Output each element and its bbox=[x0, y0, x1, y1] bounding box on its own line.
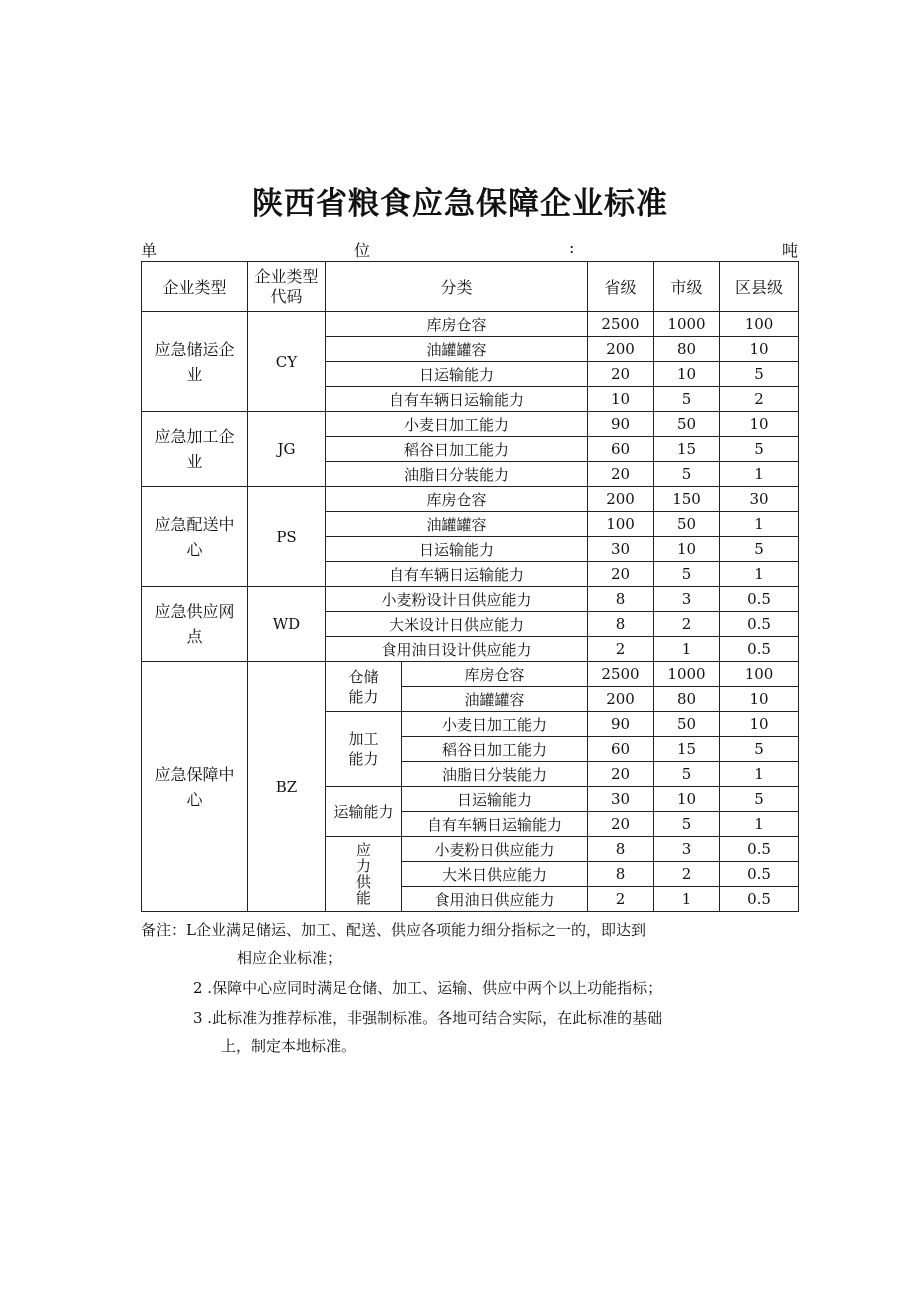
province-value: 20 bbox=[588, 362, 654, 387]
province-value: 90 bbox=[588, 712, 654, 737]
province-value: 10 bbox=[588, 387, 654, 412]
enterprise-type: 应急保障中心 bbox=[142, 662, 248, 912]
county-value: 5 bbox=[720, 787, 799, 812]
city-value: 1000 bbox=[654, 662, 720, 687]
category-item: 油罐罐容 bbox=[326, 337, 588, 362]
header-county: 区县级 bbox=[720, 262, 799, 312]
header-row bbox=[142, 262, 799, 312]
city-value: 15 bbox=[654, 737, 720, 762]
category-item: 库房仓容 bbox=[326, 487, 588, 512]
page-title: 陕西省粮食应急保障企业标准 bbox=[252, 186, 668, 222]
category-item: 日运输能力 bbox=[326, 537, 588, 562]
province-value: 20 bbox=[588, 762, 654, 787]
table-body bbox=[142, 312, 799, 912]
city-value: 80 bbox=[654, 337, 720, 362]
county-value: 1 bbox=[720, 812, 799, 837]
county-value: 30 bbox=[720, 487, 799, 512]
note-2: 2 .保障中心应同时满足仓储、加工、运输、供应中两个以上功能指标； bbox=[193, 979, 663, 997]
province-value: 2500 bbox=[588, 312, 654, 337]
city-value: 1 bbox=[654, 637, 720, 662]
county-value: 1 bbox=[720, 762, 799, 787]
province-value: 2500 bbox=[588, 662, 654, 687]
county-value: 100 bbox=[720, 662, 799, 687]
province-value: 8 bbox=[588, 587, 654, 612]
category-item: 油脂日分装能力 bbox=[326, 462, 588, 487]
category-item: 食用油日设计供应能力 bbox=[326, 637, 588, 662]
province-value: 60 bbox=[588, 737, 654, 762]
category-item: 小麦粉日供应能力 bbox=[402, 837, 588, 862]
province-value: 90 bbox=[588, 412, 654, 437]
enterprise-code: CY bbox=[248, 312, 326, 412]
enterprise-code: PS bbox=[248, 487, 326, 587]
header-type: 企业类型 bbox=[142, 262, 248, 312]
city-value: 10 bbox=[654, 362, 720, 387]
county-value: 5 bbox=[720, 537, 799, 562]
enterprise-type: 应急供应网点 bbox=[142, 587, 248, 662]
enterprise-code: WD bbox=[248, 587, 326, 662]
category-item: 稻谷日加工能力 bbox=[402, 737, 588, 762]
capability-subgroup: 运输能力 bbox=[326, 787, 402, 837]
category-item: 自有车辆日运输能力 bbox=[402, 812, 588, 837]
city-value: 2 bbox=[654, 612, 720, 637]
city-value: 3 bbox=[654, 837, 720, 862]
header-category: 分类 bbox=[326, 262, 588, 312]
city-value: 50 bbox=[654, 512, 720, 537]
category-item: 自有车辆日运输能力 bbox=[326, 562, 588, 587]
province-value: 8 bbox=[588, 612, 654, 637]
county-value: 10 bbox=[720, 687, 799, 712]
category-item: 自有车辆日运输能力 bbox=[326, 387, 588, 412]
enterprise-code: BZ bbox=[248, 662, 326, 912]
category-item: 食用油日供应能力 bbox=[402, 887, 588, 912]
county-value: 0.5 bbox=[720, 862, 799, 887]
county-value: 0.5 bbox=[720, 887, 799, 912]
city-value: 10 bbox=[654, 787, 720, 812]
enterprise-code: JG bbox=[248, 412, 326, 487]
county-value: 10 bbox=[720, 337, 799, 362]
capability-subgroup: 仓储能力 bbox=[326, 662, 402, 712]
table-row bbox=[142, 412, 799, 437]
county-value: 5 bbox=[720, 737, 799, 762]
county-value: 0.5 bbox=[720, 637, 799, 662]
province-value: 60 bbox=[588, 437, 654, 462]
county-value: 1 bbox=[720, 462, 799, 487]
city-value: 5 bbox=[654, 812, 720, 837]
unit-colon: : bbox=[569, 238, 575, 257]
note-1b: 相应企业标准； bbox=[237, 949, 343, 967]
note-1a: 备注：L企业满足储运、加工、配送、供应各项能力细分指标之一的，即达到 bbox=[141, 921, 646, 939]
province-value: 20 bbox=[588, 562, 654, 587]
category-item: 日运输能力 bbox=[402, 787, 588, 812]
category-item: 库房仓容 bbox=[402, 662, 588, 687]
category-item: 小麦粉设计日供应能力 bbox=[326, 587, 588, 612]
county-value: 0.5 bbox=[720, 587, 799, 612]
city-value: 1 bbox=[654, 887, 720, 912]
capability-subgroup: 应力供能 bbox=[326, 837, 402, 912]
province-value: 2 bbox=[588, 637, 654, 662]
category-item: 油罐罐容 bbox=[402, 687, 588, 712]
unit-ton: 吨 bbox=[782, 241, 799, 260]
header-code: 企业类型代码 bbox=[248, 262, 326, 312]
city-value: 5 bbox=[654, 762, 720, 787]
province-value: 200 bbox=[588, 487, 654, 512]
county-value: 5 bbox=[720, 362, 799, 387]
unit-char-2: 位 bbox=[354, 241, 371, 260]
table-row bbox=[142, 487, 799, 512]
capability-subgroup: 加工能力 bbox=[326, 712, 402, 787]
province-value: 20 bbox=[588, 462, 654, 487]
note-3a: 3 .此标准为推荐标准，非强制标准。各地可结合实际，在此标准的基础 bbox=[193, 1009, 663, 1027]
category-item: 日运输能力 bbox=[326, 362, 588, 387]
county-value: 10 bbox=[720, 412, 799, 437]
category-item: 库房仓容 bbox=[326, 312, 588, 337]
city-value: 5 bbox=[654, 462, 720, 487]
category-item: 大米设计日供应能力 bbox=[326, 612, 588, 637]
enterprise-type: 应急配送中心 bbox=[142, 487, 248, 587]
city-value: 10 bbox=[654, 537, 720, 562]
category-item: 小麦日加工能力 bbox=[402, 712, 588, 737]
county-value: 1 bbox=[720, 512, 799, 537]
city-value: 50 bbox=[654, 412, 720, 437]
county-value: 10 bbox=[720, 712, 799, 737]
city-value: 150 bbox=[654, 487, 720, 512]
category-item: 稻谷日加工能力 bbox=[326, 437, 588, 462]
county-value: 100 bbox=[720, 312, 799, 337]
province-value: 8 bbox=[588, 837, 654, 862]
county-value: 0.5 bbox=[720, 837, 799, 862]
city-value: 2 bbox=[654, 862, 720, 887]
category-item: 油罐罐容 bbox=[326, 512, 588, 537]
enterprise-type: 应急储运企业 bbox=[142, 312, 248, 412]
note-3b: 上，制定本地标准。 bbox=[221, 1037, 357, 1055]
city-value: 5 bbox=[654, 387, 720, 412]
county-value: 0.5 bbox=[720, 612, 799, 637]
table-row bbox=[142, 662, 799, 687]
city-value: 80 bbox=[654, 687, 720, 712]
unit-row bbox=[141, 238, 798, 262]
enterprise-type: 应急加工企业 bbox=[142, 412, 248, 487]
city-value: 1000 bbox=[654, 312, 720, 337]
province-value: 8 bbox=[588, 862, 654, 887]
province-value: 30 bbox=[588, 787, 654, 812]
city-value: 5 bbox=[654, 562, 720, 587]
county-value: 1 bbox=[720, 562, 799, 587]
category-item: 小麦日加工能力 bbox=[326, 412, 588, 437]
province-value: 20 bbox=[588, 812, 654, 837]
city-value: 15 bbox=[654, 437, 720, 462]
category-item: 大米日供应能力 bbox=[402, 862, 588, 887]
city-value: 50 bbox=[654, 712, 720, 737]
province-value: 2 bbox=[588, 887, 654, 912]
table-row bbox=[142, 312, 799, 337]
county-value: 2 bbox=[720, 387, 799, 412]
unit-char-1: 单 bbox=[141, 241, 158, 260]
province-value: 200 bbox=[588, 687, 654, 712]
county-value: 5 bbox=[720, 437, 799, 462]
province-value: 100 bbox=[588, 512, 654, 537]
table-row bbox=[142, 587, 799, 612]
province-value: 30 bbox=[588, 537, 654, 562]
header-province: 省级 bbox=[588, 262, 654, 312]
city-value: 3 bbox=[654, 587, 720, 612]
province-value: 200 bbox=[588, 337, 654, 362]
category-item: 油脂日分装能力 bbox=[402, 762, 588, 787]
header-city: 市级 bbox=[654, 262, 720, 312]
standards-table bbox=[141, 261, 799, 912]
